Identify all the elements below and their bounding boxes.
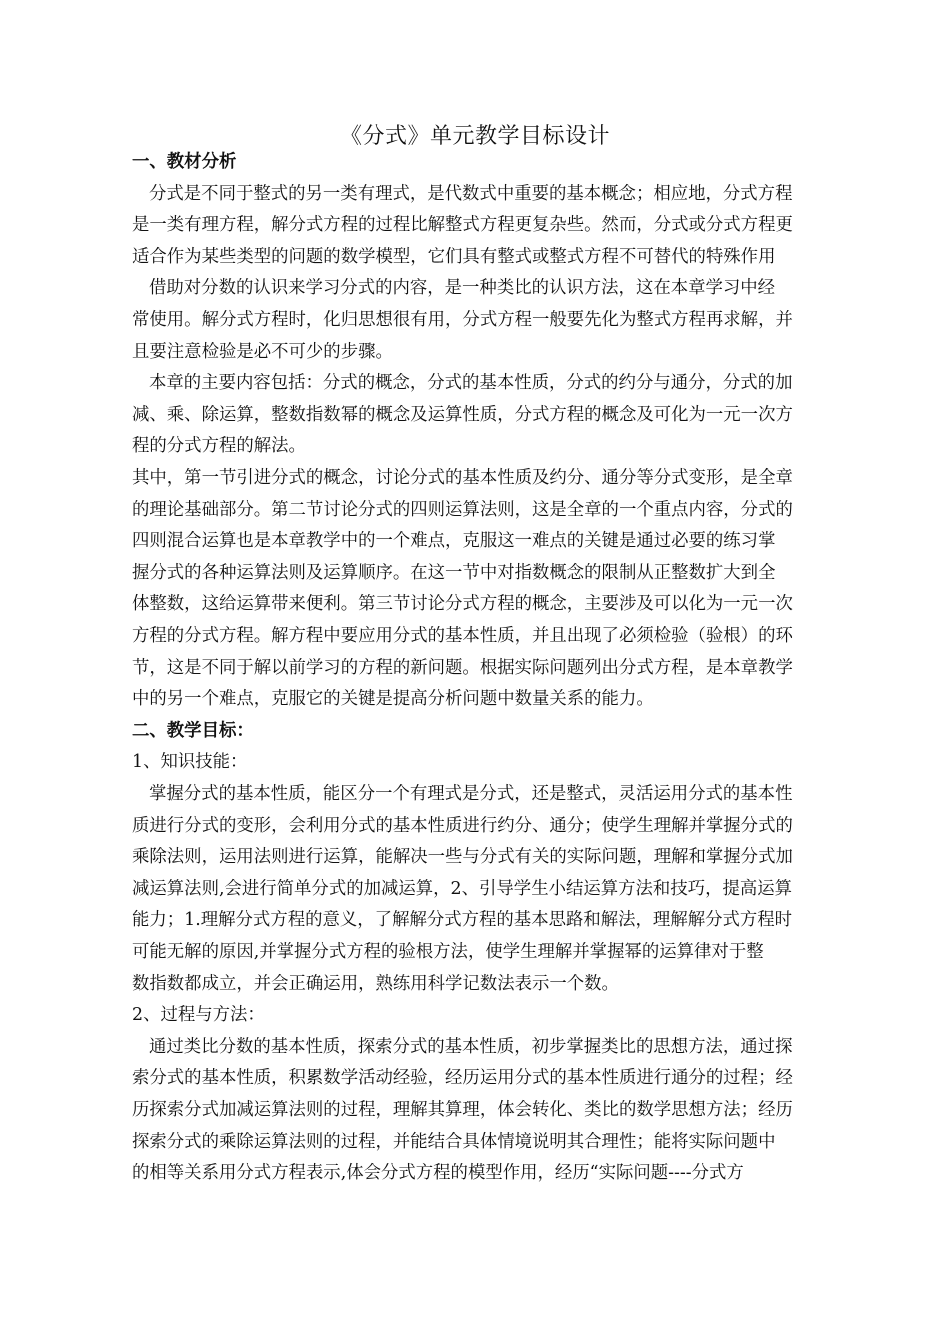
body-line: 程的分式方程的解法。 (132, 436, 306, 457)
document-title: 《分式》单元教学目标设计 (339, 124, 610, 149)
body-line: 索分式的基本性质，积累数学活动经验，经历运用分式的基本性质进行通分的过程；经 (132, 1068, 793, 1089)
body-line: 中的另一个难点，克服它的关键是提高分析问题中数量关系的能力。 (132, 689, 654, 710)
body-line: 乘除法则，运用法则进行运算，能解决一些与分式有关的实际问题，理解和掌握分式加 (132, 847, 793, 868)
body-line: 常使用。解分式方程时，化归思想很有用，分式方程一般要先化为整式方程再求解，并 (132, 310, 793, 330)
body-line: 分式是不同于整式的另一类有理式，是代数式中重要的基本概念；相应地，分式方程 (149, 183, 793, 204)
body-line: 的相等关系用分式方程表示,体会分式方程的模型作用，经历“实际问题----分式方 (132, 1163, 744, 1184)
body-line: 能力；1.理解分式方程的意义，了解解分式方程的基本思路和解法，理解解分式方程时 (132, 910, 793, 931)
section-heading: 一、教材分析 (132, 152, 237, 172)
body-line: 本章的主要内容包括：分式的概念，分式的基本性质，分式的约分与通分，分式的加 (149, 373, 793, 394)
body-line: 其中，第一节引进分式的概念，讨论分式的基本性质及约分、通分等分式变形，是全章 (132, 468, 793, 488)
body-line: 体整数，这给运算带来便利。第三节讨论分式方程的概念，主要涉及可以化为一元一次 (132, 594, 793, 615)
section-heading: 二、教学目标： (132, 720, 254, 741)
body-line: 握分式的各种运算法则及运算顺序。在这一节中对指数概念的限制从正整数扩大到全 (132, 562, 776, 583)
body-line: 节，这是不同于解以前学习的方程的新问题。根据实际问题列出分式方程，是本章教学 (132, 657, 793, 678)
body-line: 的理论基础部分。第二节讨论分式的四则运算法则，这是全章的一个重点内容，分式的 (132, 499, 793, 520)
body-line: 探索分式的乘除运算法则的过程，并能结合具体情境说明其合理性；能将实际问题中 (132, 1131, 776, 1152)
body-line: 掌握分式的基本性质，能区分一个有理式是分式，还是整式，灵活运用分式的基本性 (149, 784, 793, 804)
body-line: 适合作为某些类型的问题的数学模型，它们具有整式或整式方程不可替代的特殊作用 (132, 246, 776, 267)
body-line: 四则混合运算也是本章教学中的一个难点，克服这一难点的关键是通过必要的练习掌 (132, 531, 776, 552)
body-line: 是一类有理方程，解分式方程的过程比解整式方程更复杂些。然而，分式或分式方程更 (132, 215, 793, 236)
body-line: 1、知识技能： (132, 752, 248, 773)
body-line: 质进行分式的变形，会利用分式的基本性质进行约分、通分；使学生理解并掌握分式的 (132, 815, 793, 836)
body-line: 减、乘、除运算，整数指数幂的概念及运算性质，分式方程的概念及可化为一元一次方 (132, 404, 793, 425)
body-line: 可能无解的原因,并掌握分式方程的验根方法，使学生理解并掌握幂的运算律对于整 (132, 942, 764, 962)
body-line: 且要注意检验是必不可少的步骤。 (132, 341, 393, 362)
body-line: 方程的分式方程。解方程中要应用分式的基本性质，并且出现了必须检验（验根）的环 (132, 626, 793, 646)
body-line: 减运算法则,会进行简单分式的加减运算，2、引导学生小结运算方法和技巧，提高运算 (132, 878, 793, 899)
body-line: 2、过程与方法： (132, 1005, 265, 1026)
body-line: 通过类比分数的基本性质，探索分式的基本性质，初步掌握类比的思想方法，通过探 (149, 1036, 793, 1057)
body-line: 数指数都成立，并会正确运用，熟练用科学记数法表示一个数。 (132, 973, 619, 994)
body-line: 历探索分式加减运算法则的过程，理解其算理，体会转化、类比的数学思想方法；经历 (132, 1100, 793, 1120)
body-line: 借助对分数的认识来学习分式的内容，是一种类比的认识方法，这在本章学习中经 (149, 278, 776, 299)
